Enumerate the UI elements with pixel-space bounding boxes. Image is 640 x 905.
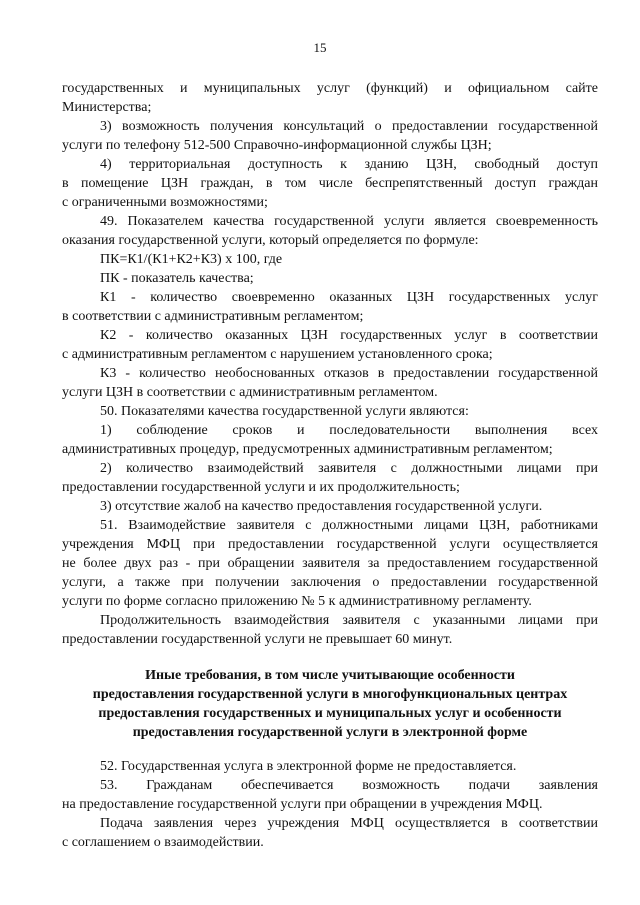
section-heading-line: Иные требования, в том числе учитывающие особенности bbox=[145, 668, 515, 683]
text-line: предоставлении государственной услуги не превышает 60 минут. bbox=[62, 632, 453, 647]
text-line: Подача заявления через учреждения МФЦ осуществляется в соответствии bbox=[100, 816, 598, 831]
text-line: в соответствии с административным регламентом; bbox=[62, 309, 364, 324]
text-line: в помещение ЦЗН граждан, в том числе беспрепятственный доступ граждан bbox=[62, 176, 598, 191]
text-line: К2 - количество оказанных ЦЗН государственных услуг в соответствии bbox=[100, 328, 598, 343]
text-line: 3) отсутствие жалоб на качество предоставления государственной услуги. bbox=[100, 499, 543, 514]
section-heading-line: предоставления государственных и муниципальных услуг и особенности bbox=[98, 706, 562, 721]
text-line: 1) соблюдение сроков и последовательности выполнения всех bbox=[100, 423, 598, 438]
text-line: оказания государственной услуги, который определяется по формуле: bbox=[62, 233, 479, 248]
text-line: с соглашением о взаимодействии. bbox=[62, 835, 264, 850]
section-heading-line: предоставления государственной услуги в многофункциональных центрах bbox=[92, 687, 568, 702]
text-line: ПК - показатель качества; bbox=[100, 271, 254, 286]
page-number: 15 bbox=[313, 40, 327, 55]
text-line: услуги по телефону 512-500 Справочно-информационной службы ЦЗН; bbox=[62, 138, 492, 153]
text-line: К1 - количество своевременно оказанных ЦЗН государственных услуг bbox=[100, 290, 598, 305]
text-line: 3) возможность получения консультаций о предоставлении государственной bbox=[100, 119, 598, 134]
text-line: с административным регламентом с нарушением установленного срока; bbox=[62, 347, 493, 362]
text-line: К3 - количество необоснованных отказов в предоставлении государственной bbox=[100, 366, 598, 381]
text-line: 53. Гражданам обеспечивается возможность подачи заявления bbox=[100, 778, 598, 793]
text-line: услуги, а также при получении заключения о предоставлении государственной bbox=[62, 575, 598, 590]
text-line: административных процедур, предусмотренных административным регламентом; bbox=[62, 442, 553, 457]
text-line: 2) количество взаимодействий заявителя с должностными лицами при bbox=[100, 461, 598, 476]
section-heading-line: предоставления государственной услуги в электронной форме bbox=[132, 725, 528, 740]
text-line: не более двух раз - при обращении заявителя за предоставлением государственной bbox=[62, 556, 598, 571]
text-line: 51. Взаимодействие заявителя с должностными лицами ЦЗН, работниками bbox=[100, 518, 598, 533]
text-line: предоставлении государственной услуги и их продолжительность; bbox=[62, 480, 460, 495]
text-line: с ограниченными возможностями; bbox=[62, 195, 268, 210]
text-line: 4) территориальная доступность к зданию ЦЗН, свободный доступ bbox=[100, 157, 598, 172]
text-line: Министерства; bbox=[62, 100, 152, 115]
text-line: на предоставление государственной услуги при обращении в учреждения МФЦ. bbox=[62, 797, 543, 812]
text-line: ПК=К1/(К1+К2+К3) х 100, где bbox=[100, 252, 283, 267]
text-line: государственных и муниципальных услуг (функций) и официальном сайте bbox=[62, 81, 598, 96]
text-line: услуги по форме согласно приложению № 5 к административному регламенту. bbox=[62, 594, 532, 609]
text-line: 50. Показателями качества государственной услуги являются: bbox=[100, 404, 469, 419]
text-line: 49. Показателем качества государственной услуги является своевременность bbox=[100, 214, 598, 229]
text-line: учреждения МФЦ при предоставлении государственной услуги осуществляется bbox=[62, 537, 598, 552]
text-line: Продолжительность взаимодействия заявителя с указанными лицами при bbox=[100, 613, 598, 628]
text-line: 52. Государственная услуга в электронной форме не предоставляется. bbox=[100, 759, 517, 774]
text-line: услуги ЦЗН в соответствии с административным регламентом. bbox=[62, 385, 438, 400]
